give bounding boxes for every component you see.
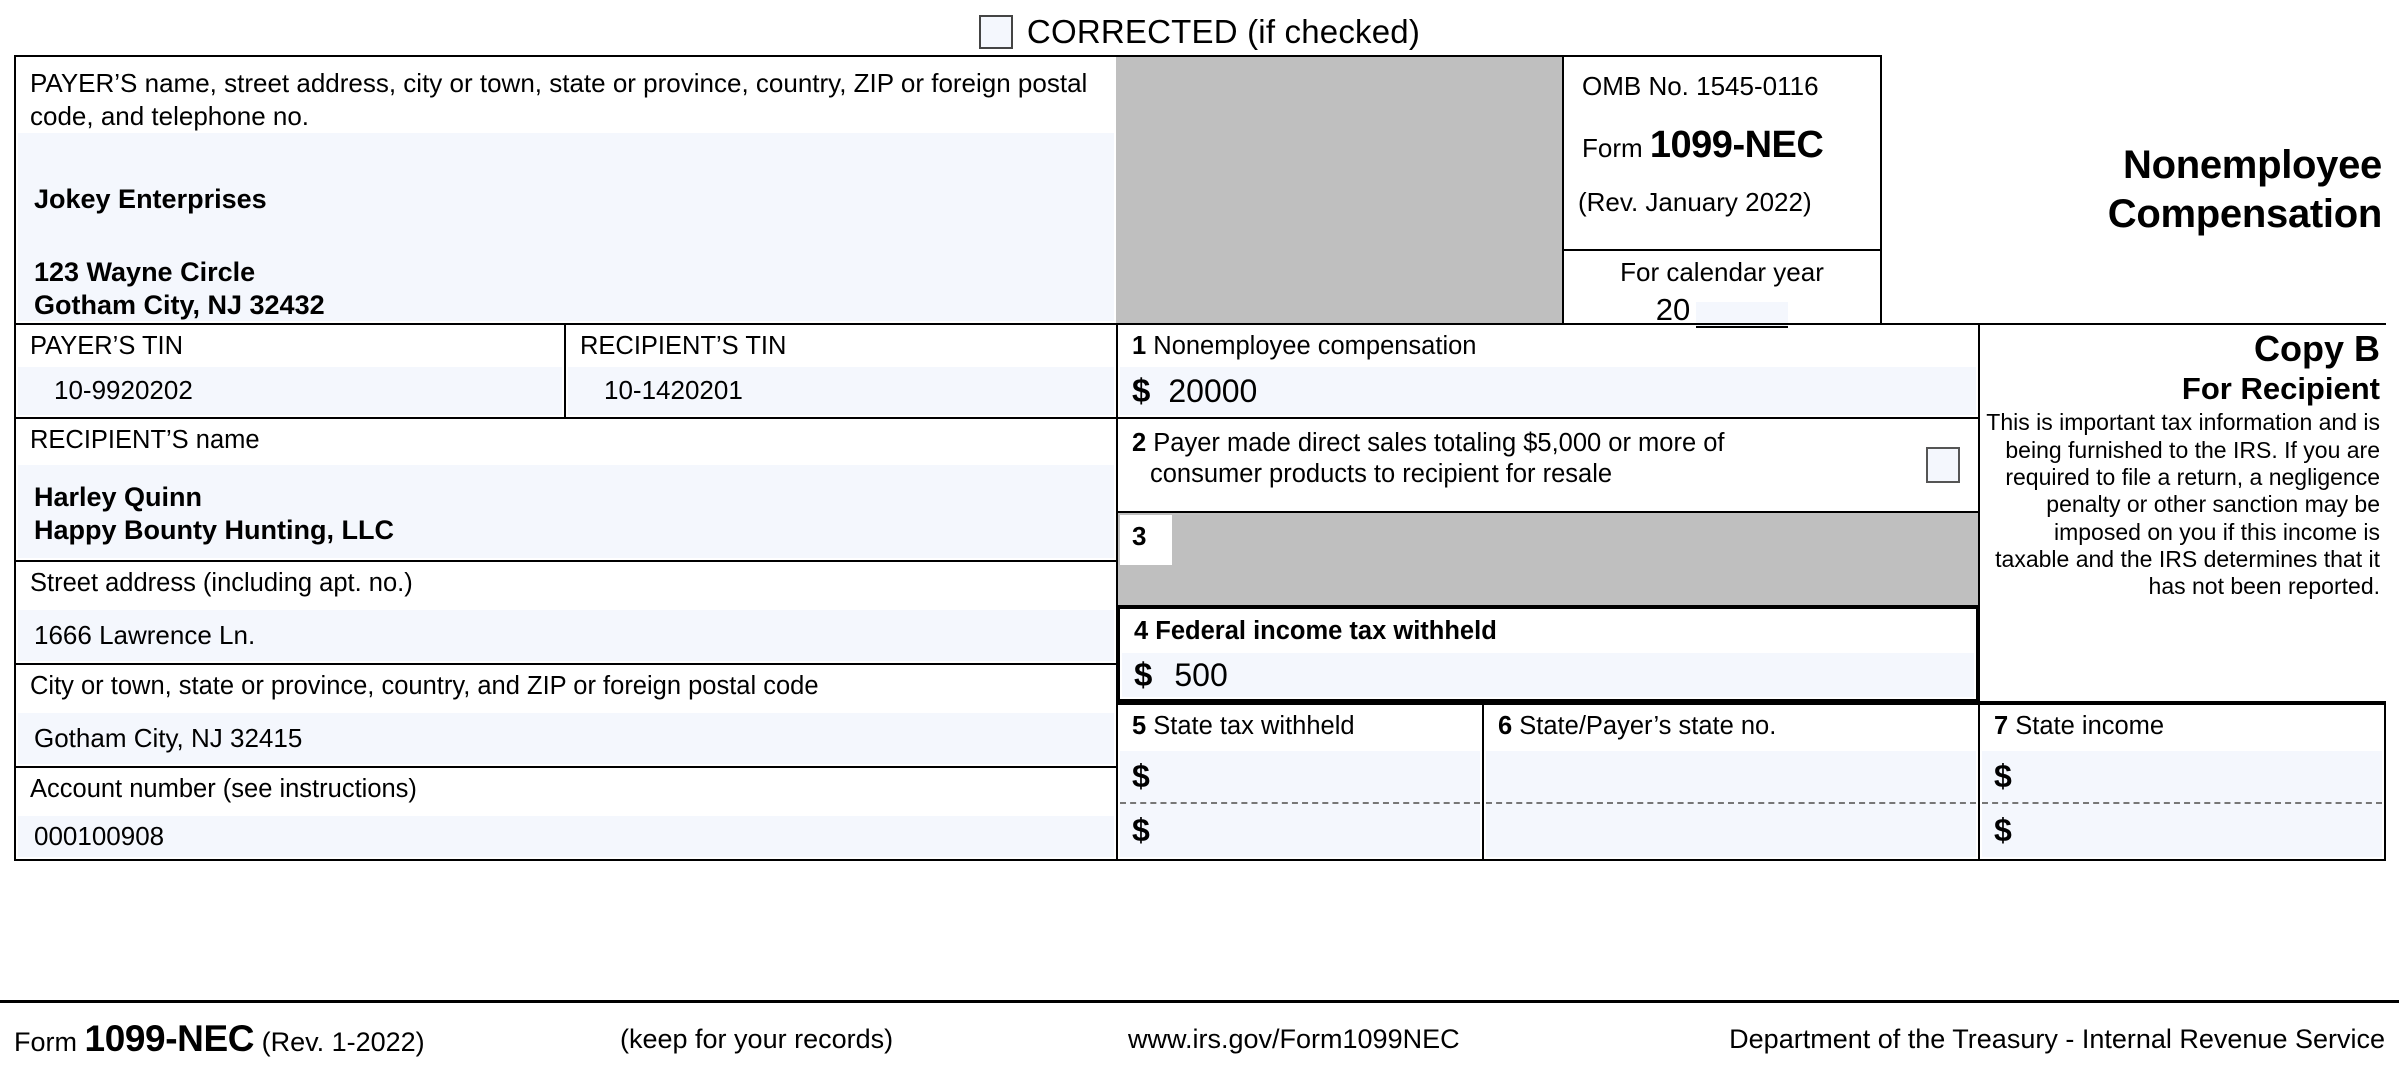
box-7-currency-row1: $: [1994, 758, 2012, 794]
form-grid: [14, 55, 2386, 1000]
recipient-street-block: [14, 560, 1118, 665]
box-2-number: 2: [1132, 429, 1147, 457]
shaded-area-top: [1116, 55, 1564, 325]
recipient-city-label: City or town, state or province, country, and ZIP or foreign postal code: [30, 672, 819, 700]
payer-block: [14, 55, 1118, 325]
form-revision: (Rev. January 2022): [1578, 187, 1812, 217]
box-1-label-text: Nonemployee compensation: [1153, 332, 1477, 360]
box-7-label: [1980, 705, 2384, 741]
payer-input-area[interactable]: [18, 133, 1114, 321]
form-title-block: [1880, 55, 2386, 325]
box-7-currency-row2: $: [1994, 812, 2012, 848]
box-5-currency-row2: $: [1132, 812, 1150, 848]
box-2-label-line1: Payer made direct sales totaling $5,000 or more of: [1153, 429, 1725, 457]
payer-tin-block: [14, 323, 566, 419]
box-5-inputs: [1120, 751, 1480, 857]
box-6-inputs: [1486, 751, 1976, 857]
footer: [0, 1008, 2399, 1070]
box-1-currency: $: [1132, 372, 1151, 409]
box-1-value: 20000: [1168, 372, 1258, 409]
form-number: 1099-NEC: [1649, 124, 1824, 166]
box-2-checkbox[interactable]: [1926, 447, 1960, 483]
form-word: Form: [1582, 133, 1643, 163]
box-6-label: [1484, 705, 1978, 741]
copy-b-panel: [1978, 323, 2386, 703]
calendar-year-row: [1564, 288, 1880, 328]
box-2-label: [1118, 419, 1978, 489]
calendar-year-block: [1562, 249, 1882, 325]
recipient-name-label: RECIPIENT’S name: [30, 426, 260, 454]
footer-department: Department of the Treasury - Internal Revenue Service: [1729, 1023, 2385, 1054]
footer-form-identifier: [14, 1018, 425, 1060]
payer-name: Jokey Enterprises: [34, 184, 267, 214]
box-7-input-row2[interactable]: [1982, 804, 2382, 857]
corrected-row: [0, 8, 2399, 56]
box-6-label-text: State/Payer’s state no.: [1519, 712, 1777, 740]
recipient-tin-label: RECIPIENT’S TIN: [580, 332, 787, 360]
box-5-input-row2[interactable]: [1120, 804, 1480, 857]
omb-number: OMB No. 1545-0116: [1582, 71, 1819, 101]
recipient-street-input[interactable]: [18, 610, 1114, 661]
box-4-currency: $: [1134, 656, 1153, 693]
box-1-label: [1118, 325, 1978, 361]
recipient-city-block: [14, 663, 1118, 768]
payer-label: PAYER’S name, street address, city or town, state or province, country, ZIP or foreign postal code, and telephone no.: [30, 68, 1088, 131]
box-6-input-row2[interactable]: [1486, 804, 1976, 857]
box-5-input-row1[interactable]: [1120, 751, 1480, 804]
box-1-input[interactable]: [1120, 367, 1976, 415]
box-5-label: [1118, 705, 1482, 741]
box-4-value: 500: [1174, 656, 1228, 693]
corrected-checkbox[interactable]: [979, 15, 1013, 49]
box-3-number: 3: [1120, 515, 1172, 565]
box-7-number: 7: [1994, 712, 2009, 740]
recipient-name-input[interactable]: [18, 465, 1114, 558]
account-number-value: 000100908: [34, 820, 165, 851]
recipient-tin-input[interactable]: [568, 367, 1114, 415]
copy-b-body: This is important tax information and is being furnished to the IRS. If you are required to file a return, a negligence penalty or other sanction may be imposed on you if this income is taxable and the IRS determines that it has not been reported.: [1986, 409, 2380, 600]
box-5-state-tax-withheld: [1116, 703, 1484, 861]
box-6-input-row1[interactable]: [1486, 751, 1976, 804]
copy-b-subtitle: For Recipient: [2181, 370, 2380, 406]
box-6-number: 6: [1498, 712, 1513, 740]
box-2-label-line2: consumer products to recipient for resale: [1150, 459, 1613, 488]
copy-b-title: Copy B: [2254, 328, 2380, 369]
calendar-year-prefix: 20: [1655, 292, 1691, 327]
box-1-number: 1: [1132, 332, 1147, 360]
box-7-label-text: State income: [2015, 712, 2165, 740]
box-4-label-text: Federal income tax withheld: [1155, 617, 1497, 645]
account-number-block: [14, 766, 1118, 861]
box-3-shaded: [1116, 511, 1980, 607]
box-4-input[interactable]: [1122, 653, 1974, 697]
box-4-number: 4: [1134, 617, 1149, 645]
box-2-direct-sales: [1116, 417, 1980, 513]
corrected-label: CORRECTED (if checked): [1026, 13, 1421, 50]
box-6-state-payer-state-no: [1482, 703, 1980, 861]
form-identifier: [1564, 102, 1880, 167]
payer-spacer: [34, 216, 1114, 256]
footer-form-revision: (Rev. 1-2022): [261, 1027, 425, 1057]
box-5-currency-row1: $: [1132, 758, 1150, 794]
box-1-nonemployee-compensation: [1116, 323, 1980, 419]
box-7-state-income: [1978, 703, 2386, 861]
omb-block: [1562, 55, 1882, 251]
footer-url[interactable]: www.irs.gov/Form1099NEC: [1128, 1023, 1460, 1054]
recipient-city-value: Gotham City, NJ 32415: [34, 722, 303, 753]
payer-tin-input[interactable]: [18, 367, 562, 415]
recipient-tin-block: [564, 323, 1118, 419]
account-number-input[interactable]: [18, 816, 1114, 857]
footer-divider: [0, 1000, 2399, 1003]
recipient-tin-value: 10-1420201: [604, 375, 743, 406]
box-7-input-row1[interactable]: [1982, 751, 2382, 804]
recipient-street-label: Street address (including apt. no.): [30, 569, 413, 597]
payer-city-state-zip: Gotham City, NJ 32432: [34, 289, 325, 320]
recipient-name-line1: Harley Quinn: [34, 482, 203, 512]
payer-tin-label: PAYER’S TIN: [30, 332, 184, 360]
payer-street: 123 Wayne Circle: [34, 256, 256, 287]
box-5-label-text: State tax withheld: [1153, 712, 1355, 740]
footer-form-word: Form: [14, 1027, 77, 1057]
box-7-inputs: [1982, 751, 2382, 857]
form-title-line2: Compensation: [2107, 192, 2382, 236]
payer-tin-value: 10-9920202: [54, 375, 193, 406]
footer-form-number: 1099-NEC: [84, 1018, 255, 1059]
calendar-year-label: For calendar year: [1620, 257, 1824, 287]
recipient-city-input[interactable]: [18, 713, 1114, 764]
box-5-number: 5: [1132, 712, 1147, 740]
footer-keep-note: (keep for your records): [620, 1023, 894, 1054]
box-4-label: [1120, 609, 1976, 646]
box-4-federal-income-tax-withheld: [1116, 605, 1980, 703]
recipient-name-block: [14, 417, 1118, 562]
form-title-line1: Nonemployee: [2123, 143, 2382, 188]
account-number-label: Account number (see instructions): [30, 775, 417, 803]
recipient-street-value: 1666 Lawrence Ln.: [34, 619, 256, 650]
recipient-name-line2: Happy Bounty Hunting, LLC: [34, 514, 394, 545]
